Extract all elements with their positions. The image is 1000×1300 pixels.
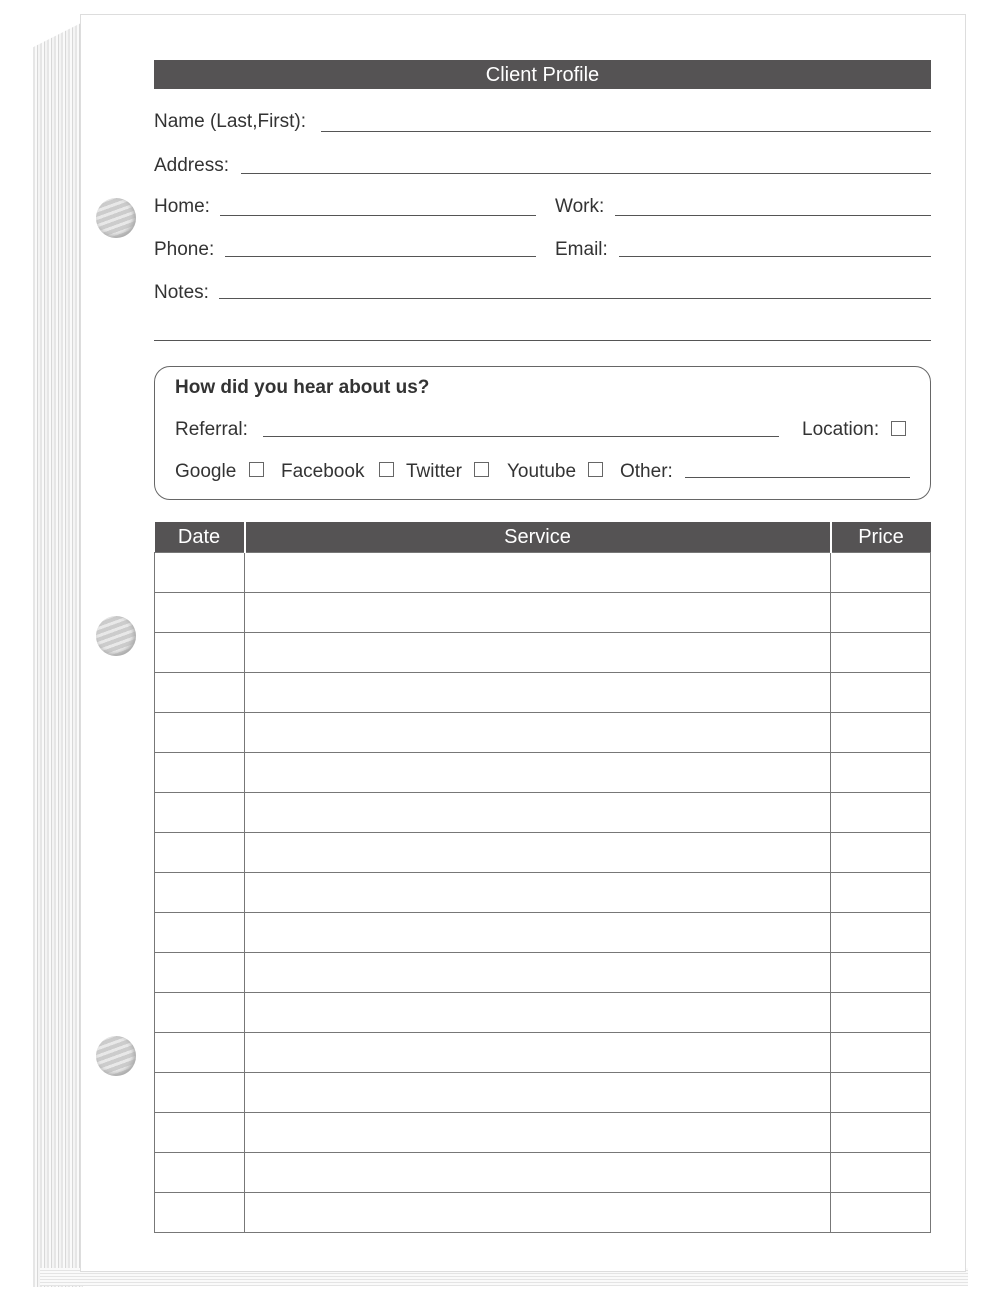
table-row [155, 1113, 931, 1153]
date-cell[interactable] [155, 913, 245, 953]
name-label: Name (Last,First): [154, 111, 307, 132]
price-cell[interactable] [831, 1113, 931, 1153]
service-cell[interactable] [245, 1153, 831, 1193]
price-cell[interactable] [831, 993, 931, 1033]
twitter-checkbox[interactable] [474, 462, 489, 477]
service-cell[interactable] [245, 873, 831, 913]
date-cell[interactable] [155, 833, 245, 873]
price-cell[interactable] [831, 1193, 931, 1233]
table-row [155, 1153, 931, 1193]
table-row [155, 913, 931, 953]
price-cell[interactable] [831, 913, 931, 953]
address-field[interactable] [241, 173, 931, 174]
service-cell[interactable] [245, 553, 831, 593]
location-checkbox[interactable] [891, 421, 906, 436]
option-youtube-label: Youtube [507, 461, 577, 482]
google-checkbox[interactable] [249, 462, 264, 477]
date-cell[interactable] [155, 1153, 245, 1193]
referral-field[interactable] [263, 436, 779, 437]
service-cell[interactable] [245, 1193, 831, 1233]
home-label: Home: [154, 196, 210, 217]
price-cell[interactable] [831, 1033, 931, 1073]
service-cell[interactable] [245, 953, 831, 993]
table-row [155, 633, 931, 673]
phone-field[interactable] [225, 256, 536, 257]
price-cell[interactable] [831, 753, 931, 793]
price-cell[interactable] [831, 793, 931, 833]
facebook-checkbox[interactable] [379, 462, 394, 477]
service-cell[interactable] [245, 673, 831, 713]
price-cell[interactable] [831, 553, 931, 593]
price-cell[interactable] [831, 673, 931, 713]
option-google-label: Google [175, 461, 237, 482]
service-cell[interactable] [245, 1113, 831, 1153]
table-row [155, 593, 931, 633]
other-label: Other: [620, 461, 673, 482]
date-cell[interactable] [155, 713, 245, 753]
table-row [155, 793, 931, 833]
referral-label: Referral: [175, 419, 248, 440]
table-row [155, 1033, 931, 1073]
option-facebook-label: Facebook [281, 461, 365, 482]
service-cell[interactable] [245, 713, 831, 753]
service-cell[interactable] [245, 993, 831, 1033]
price-cell[interactable] [831, 713, 931, 753]
binder-hole [96, 616, 136, 656]
price-cell[interactable] [831, 953, 931, 993]
date-cell[interactable] [155, 593, 245, 633]
header-service: Service [245, 522, 831, 553]
form-title: Client Profile [154, 60, 931, 89]
table-row [155, 993, 931, 1033]
service-cell[interactable] [245, 633, 831, 673]
binder-hole [96, 1036, 136, 1076]
price-cell[interactable] [831, 873, 931, 913]
service-cell[interactable] [245, 833, 831, 873]
date-cell[interactable] [155, 1193, 245, 1233]
date-cell[interactable] [155, 1113, 245, 1153]
price-cell[interactable] [831, 1073, 931, 1113]
paper-stack-edge [33, 22, 83, 1287]
notes-field-line-2[interactable] [154, 340, 931, 341]
table-row [155, 833, 931, 873]
email-field[interactable] [619, 256, 931, 257]
address-label: Address: [154, 155, 229, 176]
notes-field[interactable] [219, 298, 931, 299]
service-cell[interactable] [245, 1033, 831, 1073]
service-table [154, 522, 931, 1233]
service-cell[interactable] [245, 593, 831, 633]
work-field[interactable] [615, 215, 931, 216]
price-cell[interactable] [831, 833, 931, 873]
table-row [155, 1073, 931, 1113]
date-cell[interactable] [155, 993, 245, 1033]
header-date: Date [155, 522, 245, 553]
date-cell[interactable] [155, 753, 245, 793]
service-cell[interactable] [245, 793, 831, 833]
phone-label: Phone: [154, 239, 215, 260]
date-cell[interactable] [155, 1073, 245, 1113]
date-cell[interactable] [155, 673, 245, 713]
notes-label: Notes: [154, 282, 209, 303]
work-label: Work: [555, 196, 605, 217]
header-price: Price [831, 522, 931, 553]
location-label: Location: [802, 419, 880, 440]
email-label: Email: [555, 239, 608, 260]
date-cell[interactable] [155, 873, 245, 913]
service-cell[interactable] [245, 913, 831, 953]
date-cell[interactable] [155, 1033, 245, 1073]
service-cell[interactable] [245, 1073, 831, 1113]
table-row [155, 1193, 931, 1233]
youtube-checkbox[interactable] [588, 462, 603, 477]
date-cell[interactable] [155, 793, 245, 833]
binder-hole [96, 198, 136, 238]
date-cell[interactable] [155, 553, 245, 593]
date-cell[interactable] [155, 633, 245, 673]
name-field[interactable] [321, 131, 931, 132]
option-twitter-label: Twitter [406, 461, 462, 482]
table-row [155, 713, 931, 753]
price-cell[interactable] [831, 1153, 931, 1193]
date-cell[interactable] [155, 953, 245, 993]
survey-question: How did you hear about us? [175, 377, 430, 398]
table-row [155, 673, 931, 713]
price-cell[interactable] [831, 593, 931, 633]
table-row [155, 753, 931, 793]
table-row [155, 553, 931, 593]
table-row [155, 873, 931, 913]
service-cell[interactable] [245, 753, 831, 793]
price-cell[interactable] [831, 633, 931, 673]
table-header-row [155, 522, 931, 553]
home-field[interactable] [220, 215, 536, 216]
table-row [155, 953, 931, 993]
other-field[interactable] [685, 477, 910, 478]
